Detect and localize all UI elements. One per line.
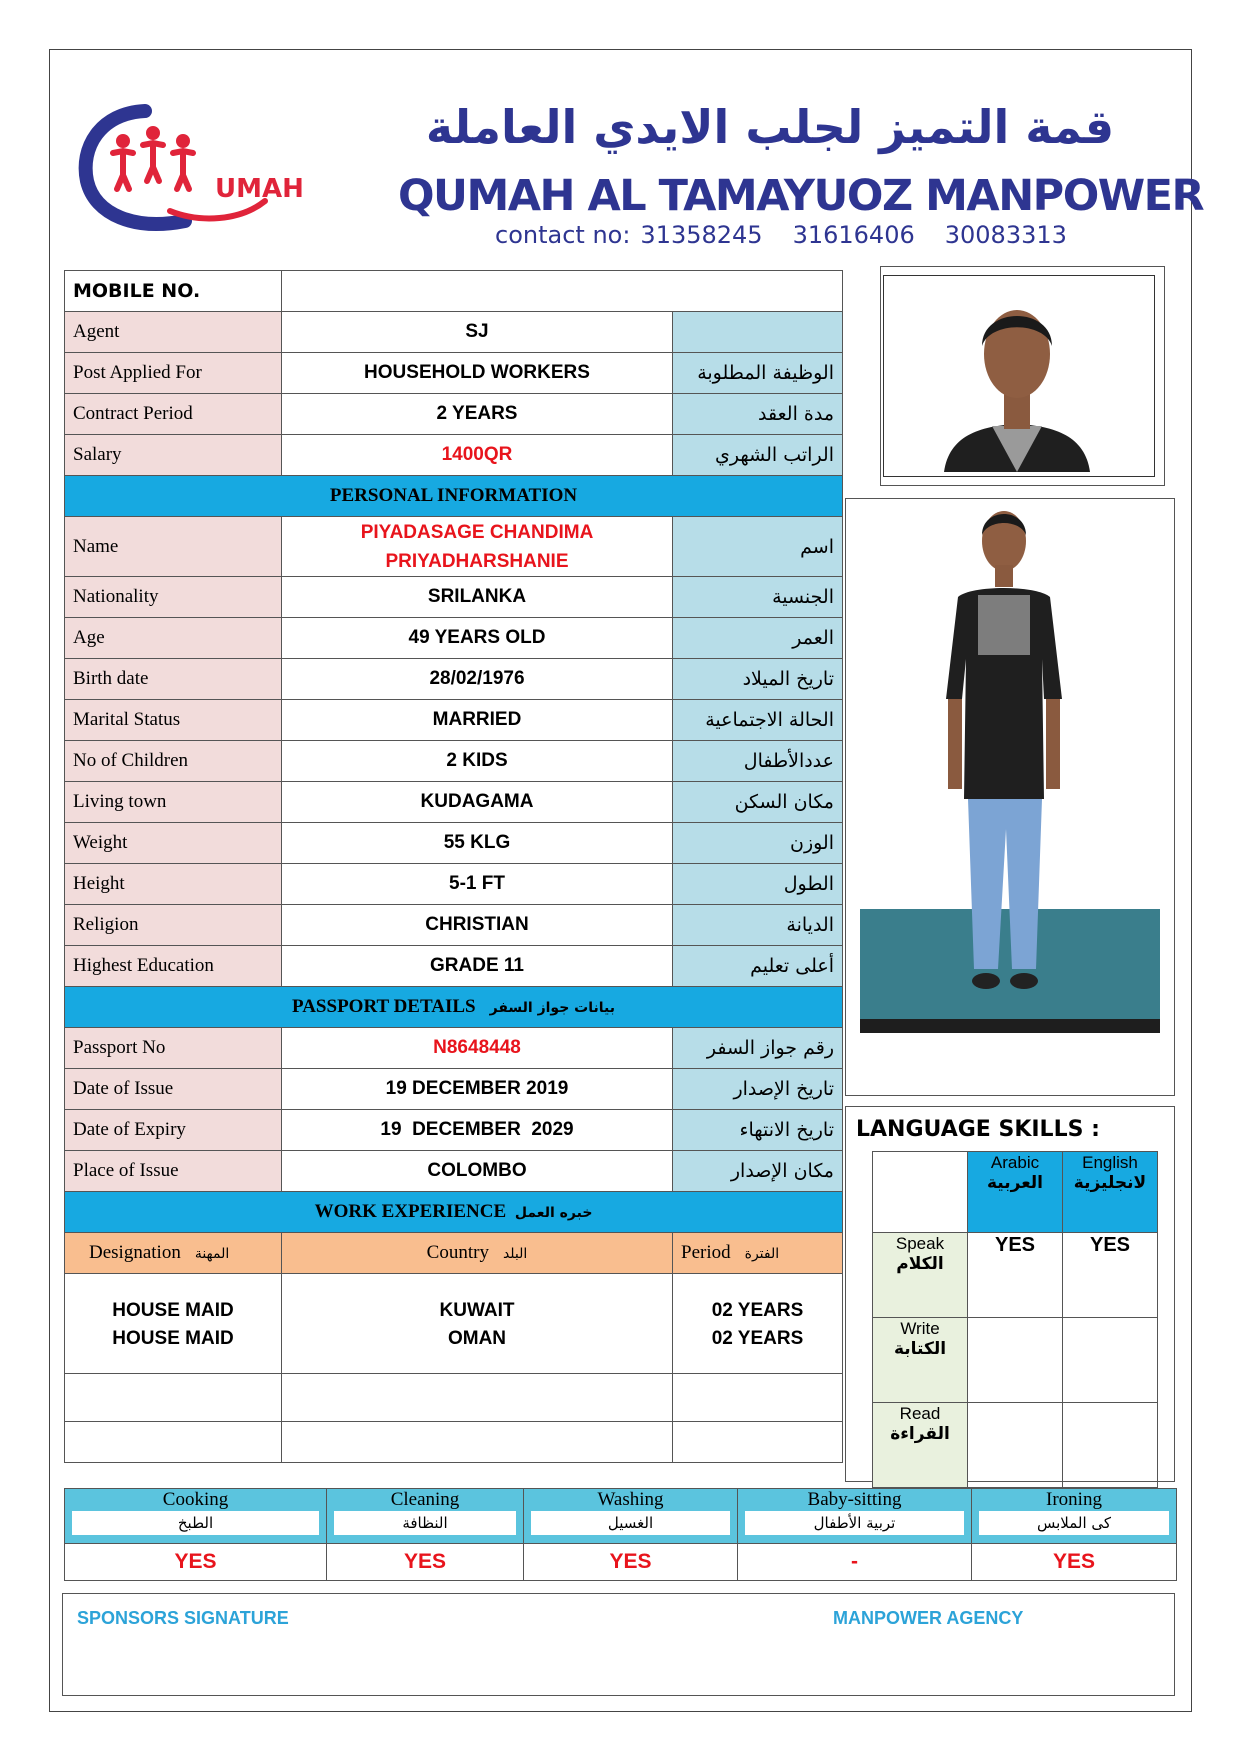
table-row (65, 905, 843, 946)
row-label-arabic: رقم جواز السفر (673, 1028, 843, 1069)
row-label: Height (65, 864, 282, 905)
speak-label: Speak (895, 1234, 945, 1253)
contact-number: 31358245 (640, 221, 763, 249)
empty-cell (282, 1374, 673, 1422)
country-header (282, 1233, 673, 1274)
skill-washing (524, 1489, 738, 1544)
language-skills-panel (845, 1106, 1175, 1482)
row-label: Name (65, 517, 282, 577)
row-label-arabic: الوزن (673, 823, 843, 864)
manpower-agency-label: MANPOWER AGENCY (833, 1608, 1024, 1628)
english-label-arabic: لانجليزية (1073, 1173, 1147, 1193)
row-value: MARRIED (282, 700, 673, 741)
row-label: Birth date (65, 659, 282, 700)
row-label: Date of Issue (65, 1069, 282, 1110)
work-designation: HOUSE MAID (65, 1274, 282, 1322)
row-value: 55 KLG (282, 823, 673, 864)
work-row (65, 1322, 843, 1374)
section-header-passport (65, 987, 843, 1028)
row-value: HOUSEHOLD WORKERS (282, 353, 673, 394)
section-title (65, 987, 843, 1028)
empty-cell (65, 1374, 282, 1422)
write-row (873, 1318, 1158, 1403)
skill-label-arabic: تربية الأطفال (745, 1511, 964, 1535)
table-row (65, 1151, 843, 1192)
table-row (65, 312, 843, 353)
skill-label: Baby-sitting (807, 1489, 902, 1510)
passport-title-arabic: بيانات جواز السفر (489, 1000, 615, 1016)
company-logo (75, 93, 330, 243)
skill-ironing (972, 1489, 1177, 1544)
row-value: 49 YEARS OLD (282, 618, 673, 659)
work-title-arabic: خبره العمل (514, 1205, 593, 1221)
row-value: 19 DECEMBER 2029 (282, 1110, 673, 1151)
work-header-row (65, 1233, 843, 1274)
skill-value: YES (524, 1544, 738, 1581)
work-country: OMAN (282, 1322, 673, 1374)
empty-cell (673, 1422, 843, 1463)
full-body-photo (845, 498, 1175, 1096)
table-row (65, 659, 843, 700)
read-row (873, 1403, 1158, 1488)
table-row (65, 353, 843, 394)
row-label-arabic: مدة العقد (673, 394, 843, 435)
section-header-personal (65, 476, 843, 517)
write-label: Write (900, 1319, 940, 1338)
row-label: No of Children (65, 741, 282, 782)
country-label-arabic: البلد (502, 1246, 528, 1262)
contact-label: contact no: (495, 221, 631, 249)
work-designation: HOUSE MAID (65, 1322, 282, 1374)
country-label: Country (426, 1242, 489, 1263)
row-label-arabic: العمر (673, 618, 843, 659)
speak-row (873, 1233, 1158, 1318)
passport-number-value: N8648448 (282, 1028, 673, 1069)
table-row (65, 864, 843, 905)
table-row (65, 394, 843, 435)
name-value: PIYADASAGE CHANDIMA PRIYADHARSHANIE (282, 517, 673, 577)
row-label: Date of Expiry (65, 1110, 282, 1151)
speak-english-value: YES (1063, 1233, 1158, 1318)
row-value: 5-1 FT (282, 864, 673, 905)
sponsor-signature-label: SPONSORS SIGNATURE (77, 1608, 289, 1628)
write-english-value (1063, 1318, 1158, 1403)
row-value: GRADE 11 (282, 946, 673, 987)
table-row (65, 618, 843, 659)
skill-label: Ironing (1046, 1489, 1102, 1510)
work-row (65, 1274, 843, 1322)
row-label-arabic: الراتب الشهري (673, 435, 843, 476)
section-header-work (65, 1192, 843, 1233)
empty-cell (65, 1422, 282, 1463)
row-label-arabic: الجنسية (673, 577, 843, 618)
row-label: Nationality (65, 577, 282, 618)
write-label-arabic: الكتابة (893, 1339, 947, 1359)
language-skills-title: LANGUAGE SKILLS : (856, 1117, 1100, 1142)
row-label: Highest Education (65, 946, 282, 987)
skill-cooking (65, 1489, 327, 1544)
skill-cleaning (327, 1489, 524, 1544)
row-label-arabic: اسم (673, 517, 843, 577)
read-header (873, 1403, 968, 1488)
row-label-arabic: الطول (673, 864, 843, 905)
skill-value: YES (972, 1544, 1177, 1581)
row-label: Place of Issue (65, 1151, 282, 1192)
english-column-header (1063, 1152, 1158, 1233)
skill-label: Washing (597, 1489, 664, 1510)
work-period: 02 YEARS (673, 1274, 843, 1322)
empty-cell (282, 1422, 673, 1463)
skills-value-row (65, 1544, 1177, 1581)
row-label-arabic: الحالة الاجتماعية (673, 700, 843, 741)
portrait-photo (883, 275, 1155, 477)
arabic-column-header (968, 1152, 1063, 1233)
company-title-english: QUMAH AL TAMAYUOZ MANPOWER (398, 171, 1204, 221)
row-value: SJ (282, 312, 673, 353)
row-label: Age (65, 618, 282, 659)
row-value: COLOMBO (282, 1151, 673, 1192)
mobile-row (65, 271, 843, 312)
period-label: Period (681, 1242, 731, 1263)
skill-babysitting (738, 1489, 972, 1544)
table-row (65, 1069, 843, 1110)
designation-header (65, 1233, 282, 1274)
table-row (65, 946, 843, 987)
skill-label-arabic: الغسيل (531, 1511, 730, 1535)
applicant-details-table (64, 270, 843, 1463)
table-row (65, 1110, 843, 1151)
write-header (873, 1318, 968, 1403)
salary-value: 1400QR (282, 435, 673, 476)
row-label-arabic: تاريخ الإصدار (673, 1069, 843, 1110)
row-label-arabic: أعلى تعليم (673, 946, 843, 987)
period-header (673, 1233, 843, 1274)
work-row-empty (65, 1422, 843, 1463)
row-label-arabic: مكان السكن (673, 782, 843, 823)
skill-value: YES (327, 1544, 524, 1581)
row-label: Passport No (65, 1028, 282, 1069)
work-title: WORK EXPERIENCE (314, 1201, 507, 1222)
work-country: KUWAIT (282, 1274, 673, 1322)
skill-label: Cleaning (390, 1489, 460, 1510)
write-arabic-value (968, 1318, 1063, 1403)
language-skills-table (872, 1151, 1158, 1488)
work-row-empty (65, 1374, 843, 1422)
read-english-value (1063, 1403, 1158, 1488)
work-period: 02 YEARS (673, 1322, 843, 1374)
arabic-label: Arabic (990, 1153, 1040, 1172)
skill-value: - (738, 1544, 972, 1581)
signature-box (62, 1593, 1175, 1696)
read-arabic-value (968, 1403, 1063, 1488)
table-row (65, 517, 843, 577)
arabic-label-arabic: العربية (986, 1173, 1043, 1193)
row-value: 2 KIDS (282, 741, 673, 782)
skill-label-arabic: كى الملابس (979, 1511, 1169, 1535)
speak-header (873, 1233, 968, 1318)
row-value: SRILANKA (282, 577, 673, 618)
row-value: 19 DECEMBER 2019 (282, 1069, 673, 1110)
period-label-arabic: الفترة (744, 1246, 780, 1262)
mobile-label: MOBILE NO. (65, 271, 282, 312)
company-title-arabic: قمة التميز لجلب الايدي العاملة (425, 100, 1115, 154)
language-header-row (873, 1152, 1158, 1233)
row-label: Religion (65, 905, 282, 946)
row-label-arabic: الوظيفة المطلوبة (673, 353, 843, 394)
table-row (65, 435, 843, 476)
row-label-arabic: تاريخ الانتهاء (673, 1110, 843, 1151)
row-label: Post Applied For (65, 353, 282, 394)
row-value: 2 YEARS (282, 394, 673, 435)
table-row (65, 577, 843, 618)
skill-label-arabic: النظافة (334, 1511, 516, 1535)
skill-label: Cooking (162, 1489, 229, 1510)
table-row (65, 782, 843, 823)
contact-number: 30083313 (944, 221, 1067, 249)
row-label-arabic: مكان الإصدار (673, 1151, 843, 1192)
portrait-photo-frame (880, 266, 1165, 486)
passport-title: PASSPORT DETAILS (292, 996, 476, 1017)
read-label: Read (899, 1404, 941, 1423)
row-label: Living town (65, 782, 282, 823)
speak-arabic-value: YES (968, 1233, 1063, 1318)
row-label: Salary (65, 435, 282, 476)
skill-value: YES (65, 1544, 327, 1581)
read-label-arabic: القراءة (890, 1424, 950, 1444)
row-value: KUDAGAMA (282, 782, 673, 823)
section-title (65, 1192, 843, 1233)
row-label: Agent (65, 312, 282, 353)
skills-table (64, 1488, 1177, 1581)
english-label: English (1082, 1153, 1138, 1172)
skills-header-row (65, 1489, 1177, 1544)
section-title: PERSONAL INFORMATION (65, 476, 843, 517)
row-label-arabic (673, 312, 843, 353)
table-row (65, 700, 843, 741)
empty-cell (673, 1374, 843, 1422)
skill-label-arabic: الطبخ (72, 1511, 319, 1535)
empty-cell (873, 1152, 968, 1233)
table-row (65, 741, 843, 782)
contact-number: 31616406 (792, 221, 915, 249)
row-label: Weight (65, 823, 282, 864)
row-label: Contract Period (65, 394, 282, 435)
contact-line (495, 218, 1155, 252)
row-label-arabic: تاريخ الميلاد (673, 659, 843, 700)
row-value: CHRISTIAN (282, 905, 673, 946)
svg-text:UMAH: UMAH (215, 174, 304, 204)
row-label: Marital Status (65, 700, 282, 741)
row-label-arabic: عددالأطفال (673, 741, 843, 782)
table-row (65, 823, 843, 864)
designation-label-arabic: المهنة (194, 1246, 230, 1262)
designation-label: Designation (89, 1242, 181, 1263)
row-value: 28/02/1976 (282, 659, 673, 700)
table-row (65, 1028, 843, 1069)
mobile-value (282, 271, 843, 312)
row-label-arabic: الديانة (673, 905, 843, 946)
speak-label-arabic: الكلام (896, 1254, 944, 1274)
